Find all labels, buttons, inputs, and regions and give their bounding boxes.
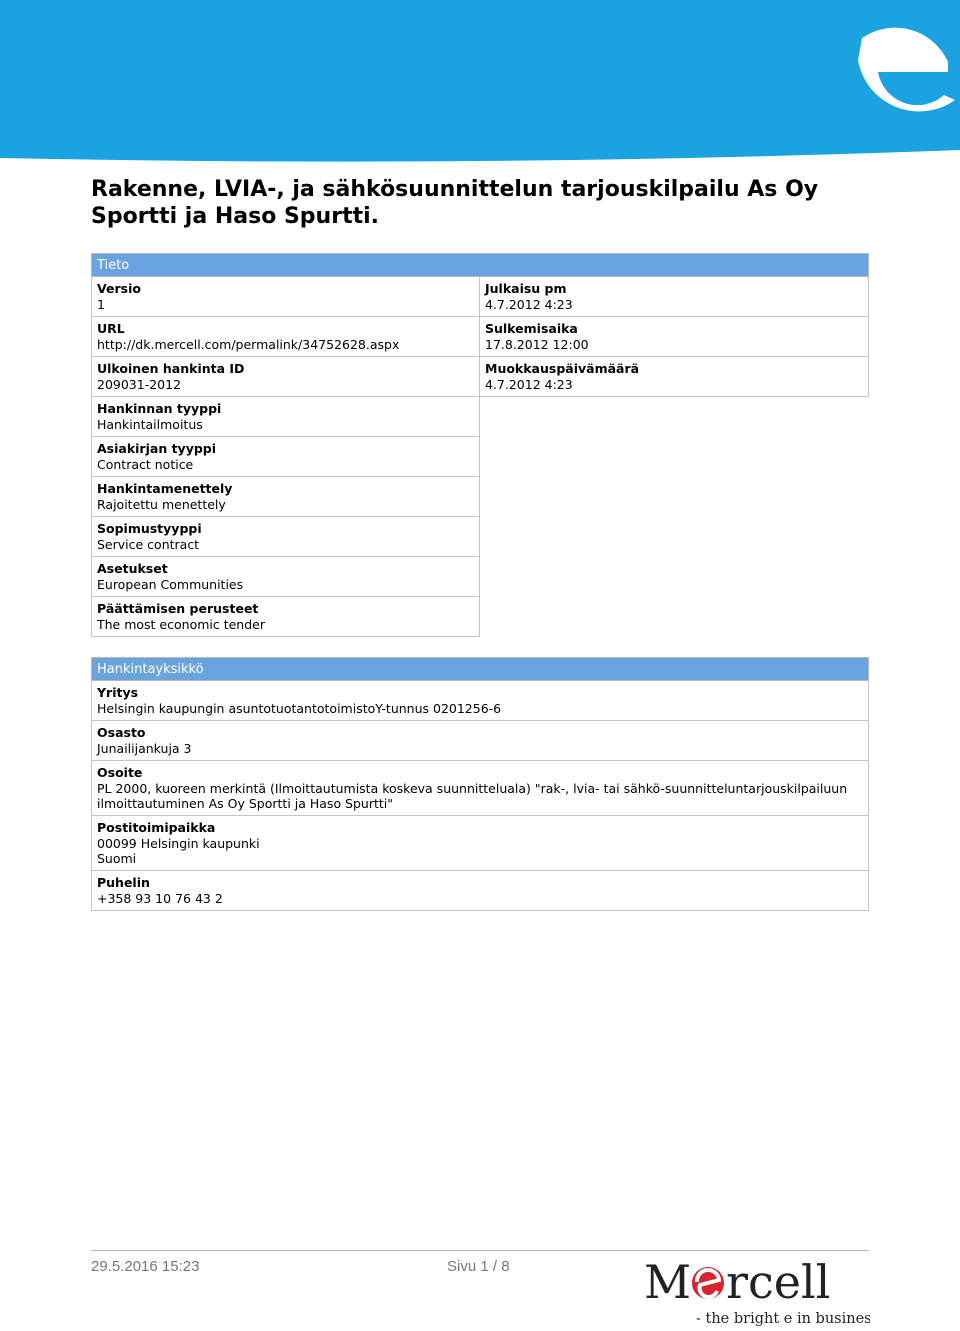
field-label: Versio <box>97 281 141 296</box>
field-label: Asiakirjan tyyppi <box>97 441 217 456</box>
field-label: Asetukset <box>97 561 168 576</box>
tieto-right-column <box>480 277 869 637</box>
field-label: Ulkoinen hankinta ID <box>97 361 245 376</box>
field-julkaisu-pm <box>480 277 869 317</box>
field-asiakirjan-tyyppi <box>91 437 480 477</box>
field-value: 00099 Helsingin kaupunki <box>97 835 260 851</box>
field-value: Service contract <box>97 536 200 552</box>
hankintayksikko-header: Hankintayksikkö <box>91 657 869 681</box>
svg-text:rcell: rcell <box>726 1255 831 1309</box>
field-paattamisen-perusteet <box>91 597 480 637</box>
field-value: The most economic tender <box>97 616 265 632</box>
field-yritys <box>91 681 869 721</box>
field-value: Junailijankuja 3 <box>97 740 192 756</box>
field-label: Päättämisen perusteet <box>97 601 259 616</box>
field-value: Contract notice <box>97 456 194 472</box>
field-url <box>91 317 480 357</box>
banner-graphic <box>0 0 960 165</box>
mercell-logo <box>640 1252 870 1327</box>
footer-page-number: Sivu 1 / 8 <box>447 1258 510 1275</box>
field-label: Osasto <box>97 725 146 740</box>
field-value: Rajoitettu menettely <box>97 496 226 512</box>
field-label: Sopimustyyppi <box>97 521 202 536</box>
document-title: Rakenne, LVIA-, ja sähkösuunnittelun tarjouskilpailu As Oy Sportti ja Haso Spurtti. <box>91 177 819 229</box>
field-value: +358 93 10 76 43 2 <box>97 890 223 906</box>
field-value: 4.7.2012 4:23 <box>485 376 573 392</box>
field-value: PL 2000, kuoreen merkintä (Ilmoittautumista koskeva suunnitteluala) "rak-, lvia- tai sähkö-suunnitteluntarjouskilpailuun ilmoittautuminen As Oy Sportti ja Haso Spurtti" <box>97 780 848 811</box>
footer-divider <box>91 1250 869 1251</box>
tieto-section <box>91 253 869 637</box>
field-muokkauspaivamaara <box>480 357 869 397</box>
url-link[interactable]: http://dk.mercell.com/permalink/34752628.aspx <box>97 336 400 352</box>
field-value: 1 <box>97 296 105 312</box>
field-puhelin <box>91 871 869 911</box>
field-versio <box>91 277 480 317</box>
field-value: 17.8.2012 12:00 <box>485 336 589 352</box>
field-value: Helsingin kaupungin asuntotuotantotoimistoY-tunnus 0201256-6 <box>97 700 502 716</box>
field-sopimustyyppi <box>91 517 480 557</box>
field-asetukset <box>91 557 480 597</box>
field-label: Muokkauspäivämäärä <box>485 361 640 376</box>
field-label: Puhelin <box>97 875 150 890</box>
field-label: Postitoimipaikka <box>97 820 216 835</box>
field-hankintamenettely <box>91 477 480 517</box>
field-ulkoinen-hankinta-id <box>91 357 480 397</box>
mercell-logo-graphic <box>640 1252 870 1327</box>
field-label: Yritys <box>97 685 139 700</box>
field-value-country: Suomi <box>97 851 137 866</box>
footer-date: 29.5.2016 15:23 <box>91 1258 200 1275</box>
tieto-left-column <box>91 277 480 637</box>
tieto-header: Tieto <box>91 253 869 277</box>
field-value: 4.7.2012 4:23 <box>485 296 573 312</box>
field-label: Julkaisu pm <box>485 281 567 296</box>
field-osasto <box>91 721 869 761</box>
hankintayksikko-section <box>91 657 869 911</box>
field-postitoimipaikka <box>91 816 869 871</box>
field-label: URL <box>97 321 125 336</box>
logo-tagline: - the bright e in business <box>696 1311 870 1327</box>
field-hankinnan-tyyppi <box>91 397 480 437</box>
field-osoite <box>91 761 869 816</box>
field-label: Hankintamenettely <box>97 481 233 496</box>
field-label: Sulkemisaika <box>485 321 578 336</box>
top-banner <box>0 0 960 165</box>
field-label: Hankinnan tyyppi <box>97 401 222 416</box>
field-value: European Communities <box>97 576 244 592</box>
field-value: 209031-2012 <box>97 376 182 392</box>
field-value: Hankintailmoitus <box>97 416 203 432</box>
field-label: Osoite <box>97 765 143 780</box>
field-sulkemisaika <box>480 317 869 357</box>
svg-text:M: M <box>644 1255 692 1309</box>
